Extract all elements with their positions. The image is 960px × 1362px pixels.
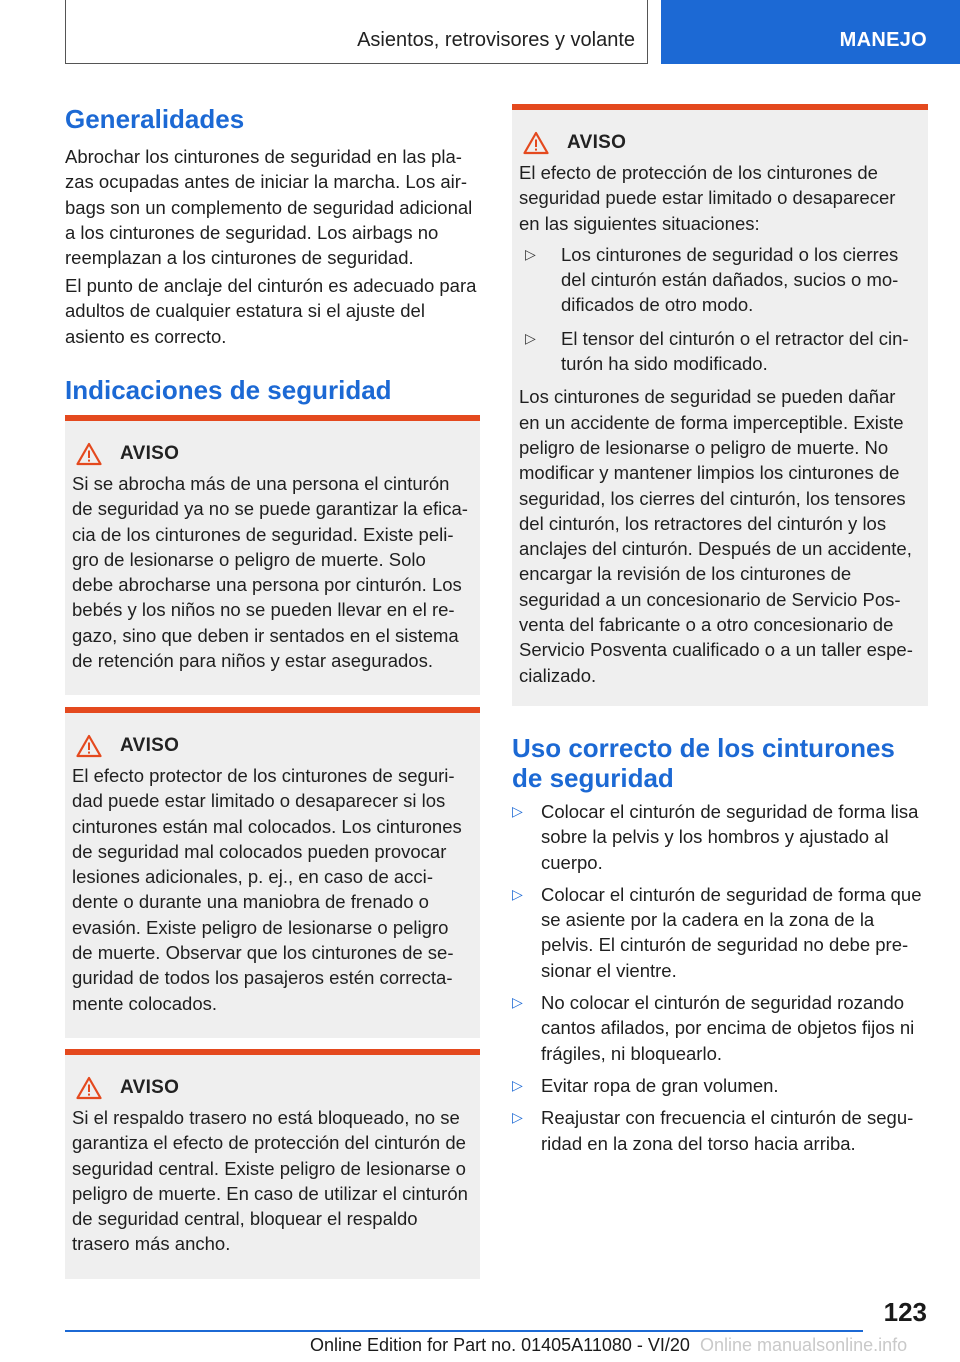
warning-intro: El efecto de protección de los cinturones de seguridad puede estar limitado o desaparecer en las siguientes situaciones: bbox=[519, 162, 896, 234]
warning-triangle-icon bbox=[523, 131, 549, 155]
warning-box-3 bbox=[65, 1049, 480, 1279]
list-item: ▷ No colocar el cinturón de seguridad rozando cantos afilados, por encima de objetos fijos ni frágiles, ni bloquearlo. bbox=[512, 992, 915, 1064]
warning-label: AVISO bbox=[120, 1077, 180, 1098]
warning-text: El efecto protector de los cinturones de seguridad puede estar limitado o desaparecer si los cinturones están mal colocados. Los cinturones de seguridad mal colocados pueden provocar lesiones adicionales, p. ej., en caso de accidente o durante una maniobra de frenado o evasión. Existe peligro de lesionarse o peligro de muerte. Observar que los cinturones de seguridad de todos los pasajeros estén correctamente colocados. bbox=[72, 765, 462, 1014]
triangle-right-outline-icon: ▷ bbox=[512, 1076, 523, 1093]
warning-box-4 bbox=[512, 104, 928, 706]
warning-text: Si se abrocha más de una persona el cinturón de seguridad ya no se puede garantizar la eficacia de los cinturones de seguridad. Existe peligro de lesionarse o peligro de muerte. Solo debe abrocharse una persona por cinturón. Los bebés y los niños no se pueden llevar en el regazo, sino que deben ir sentados en el sistema de retención para niños y estar asegurados. bbox=[72, 473, 468, 672]
warning-label: AVISO bbox=[567, 132, 627, 153]
heading-generalidades: Generalidades bbox=[65, 104, 245, 134]
warning-label: AVISO bbox=[120, 443, 180, 464]
warning-text: Si el respaldo trasero no está bloqueado, no se garantiza el efecto de protección del cinturón de seguridad central. Existe peligro de lesionarse o peligro de muerte. En caso de utilizar el cinturón de seguridad central, bloquear el respaldo trasero más ancho. bbox=[72, 1107, 468, 1255]
warning-triangle-icon bbox=[76, 1076, 102, 1100]
running-header-section bbox=[661, 0, 960, 64]
footer-watermark: Online manualsonline.info bbox=[700, 1335, 908, 1355]
warning-header bbox=[72, 441, 472, 467]
list-item: ▷ Reajustar con frecuencia el cinturón de seguridad en la zona del torso hacia arriba. bbox=[512, 1107, 914, 1154]
running-header-chapter bbox=[65, 0, 648, 64]
warning-header bbox=[519, 130, 920, 156]
footer-edition: Online Edition for Part no. 01405A11080 - VI/20 bbox=[310, 1335, 690, 1355]
warning-triangle-icon bbox=[76, 734, 102, 758]
list-item: ▷ El tensor del cinturón o el retractor del cinturón ha sido modificado. bbox=[525, 327, 909, 375]
heading-uso-correcto: Uso correcto de los cinturones de seguridad bbox=[512, 733, 895, 793]
list-item: ▷ Colocar el cinturón de seguridad de forma lisa sobre la pelvis y los hombros y ajustado al cuerpo. bbox=[512, 801, 919, 873]
triangle-right-outline-icon: ▷ bbox=[512, 885, 523, 902]
footer-rule bbox=[65, 1330, 863, 1332]
heading-indicaciones: Indicaciones de seguridad bbox=[65, 375, 392, 405]
warning-box-1 bbox=[65, 415, 480, 695]
list-item: ▷ Los cinturones de seguridad o los cierres del cinturón están dañados, sucios o modificados de otro modo. bbox=[525, 243, 899, 316]
triangle-right-outline-icon: ▷ bbox=[512, 803, 523, 819]
triangle-right-outline-icon: ▷ bbox=[512, 994, 523, 1011]
triangle-right-outline-icon: ▷ bbox=[525, 329, 536, 346]
warning-header bbox=[72, 733, 472, 759]
warning-box-2 bbox=[65, 707, 480, 1038]
warning-list bbox=[519, 242, 920, 376]
section-label: MANEJO bbox=[839, 29, 927, 51]
triangle-right-outline-icon: ▷ bbox=[525, 245, 536, 262]
warning-header bbox=[72, 1075, 472, 1101]
list-item: ▷ Colocar el cinturón de seguridad de forma que se asiente por la cadera en la zona de la pelvis. El cinturón de seguridad no debe presionar el vientre. bbox=[512, 883, 922, 981]
list-item: ▷ Evitar ropa de gran volumen. bbox=[512, 1073, 928, 1098]
paragraph-generalidades-2: El punto de anclaje del cinturón es adecuado para adultos de cualquier estatura si el ajuste del asiento es correcto. bbox=[65, 275, 477, 347]
warning-label: AVISO bbox=[120, 735, 180, 756]
triangle-right-outline-icon: ▷ bbox=[512, 1109, 523, 1126]
uso-list bbox=[512, 799, 928, 1163]
chapter-title: Asientos, retrovisores y volante bbox=[357, 29, 635, 51]
paragraph-generalidades-1: Abrochar los cinturones de seguridad en las plazas ocupadas antes de iniciar la marcha. Los airbags son un complemento de seguridad adicional a los cinturones de seguridad. Los airbags no reemplazan a los cinturones de seguridad. bbox=[65, 146, 473, 269]
page-number: 123 bbox=[883, 1297, 927, 1327]
warning-triangle-icon bbox=[76, 442, 102, 466]
warning-outro: Los cinturones de seguridad se pueden dañar en un accidente de forma imperceptible. Existe peligro de lesionarse o peligro de muerte. No modificar y mantener limpios los cinturones de seguridad, los cierres del cinturón, los tensores del cinturón, los retractores del cinturón y los anclajes del cinturón. Después de un accidente, encargar la revisión de los cinturones de seguridad a un concesionario de Servicio Posventa del fabricante o a otro concesionario de Servicio Posventa cualificado o a un taller especializado. bbox=[519, 386, 913, 686]
